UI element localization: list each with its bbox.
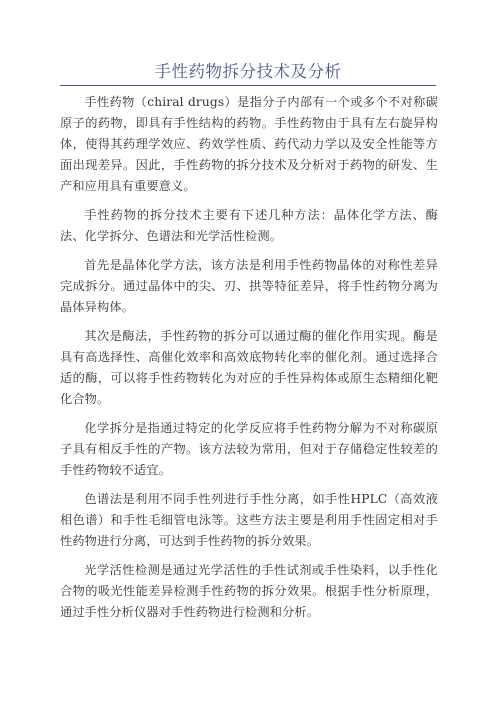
title-underline [60,85,436,86]
paragraph-chromatography: 色谱法是利用不同手性列进行手性分离，如手性HPLC（高效液相色谱）和手性毛细管电泳等。这些方法主要是利用手性固定相对手性药物进行分离，可达到手性药物的拆分效果。 [60,492,438,548]
paragraph-intro: 手性药物（chiral drugs）是指分子内部有一个或多个不对称碳原子的药物，即具有手性结构的药物。手性药物由于具有左右旋异构体，使得其药理学效应、药效学性质、药代动力学以及安全性能等方面出现差异。因此，手性药物的拆分技术及分析对于药物的研发、生产和应用具有重要意义。 [60,95,438,193]
paragraph-methods-overview: 手性药物的拆分技术主要有下述几种方法：晶体化学方法、酶法、化学拆分、色谱法和光学活性检测。 [60,208,438,243]
document-title: 手性药物拆分技术及分析 [154,62,342,81]
paragraph-optical-activity: 光学活性检测是通过光学活性的手性试剂或手性染料，以手性化合物的吸光性能差异检测手性药物的拆分效果。根据手性分析原理，通过手性分析仪器对手性药物进行检测和分析。 [60,563,438,619]
paragraph-enzyme-method: 其次是酶法，手性药物的拆分可以通过酶的催化作用实现。酶是具有高选择性、高催化效率和高效底物转化率的催化剂。通过选择合适的酶，可以将手性药物转化为对应的手性异构体或原生态精细化靶化合物。 [60,329,438,406]
paragraph-crystal-method: 首先是晶体化学方法，该方法是利用手性药物晶体的对称性差异完成拆分。通过晶体中的尖、刃、拱等特征差异，将手性药物分离为晶体异构体。 [60,258,438,314]
paragraph-chemical-resolution: 化学拆分是指通过特定的化学反应将手性药物分解为不对称碳原子具有相反手性的产物。该方法较为常用，但对于存储稳定性较差的手性药物较不适宜。 [60,421,438,477]
document-body [60,92,438,631]
